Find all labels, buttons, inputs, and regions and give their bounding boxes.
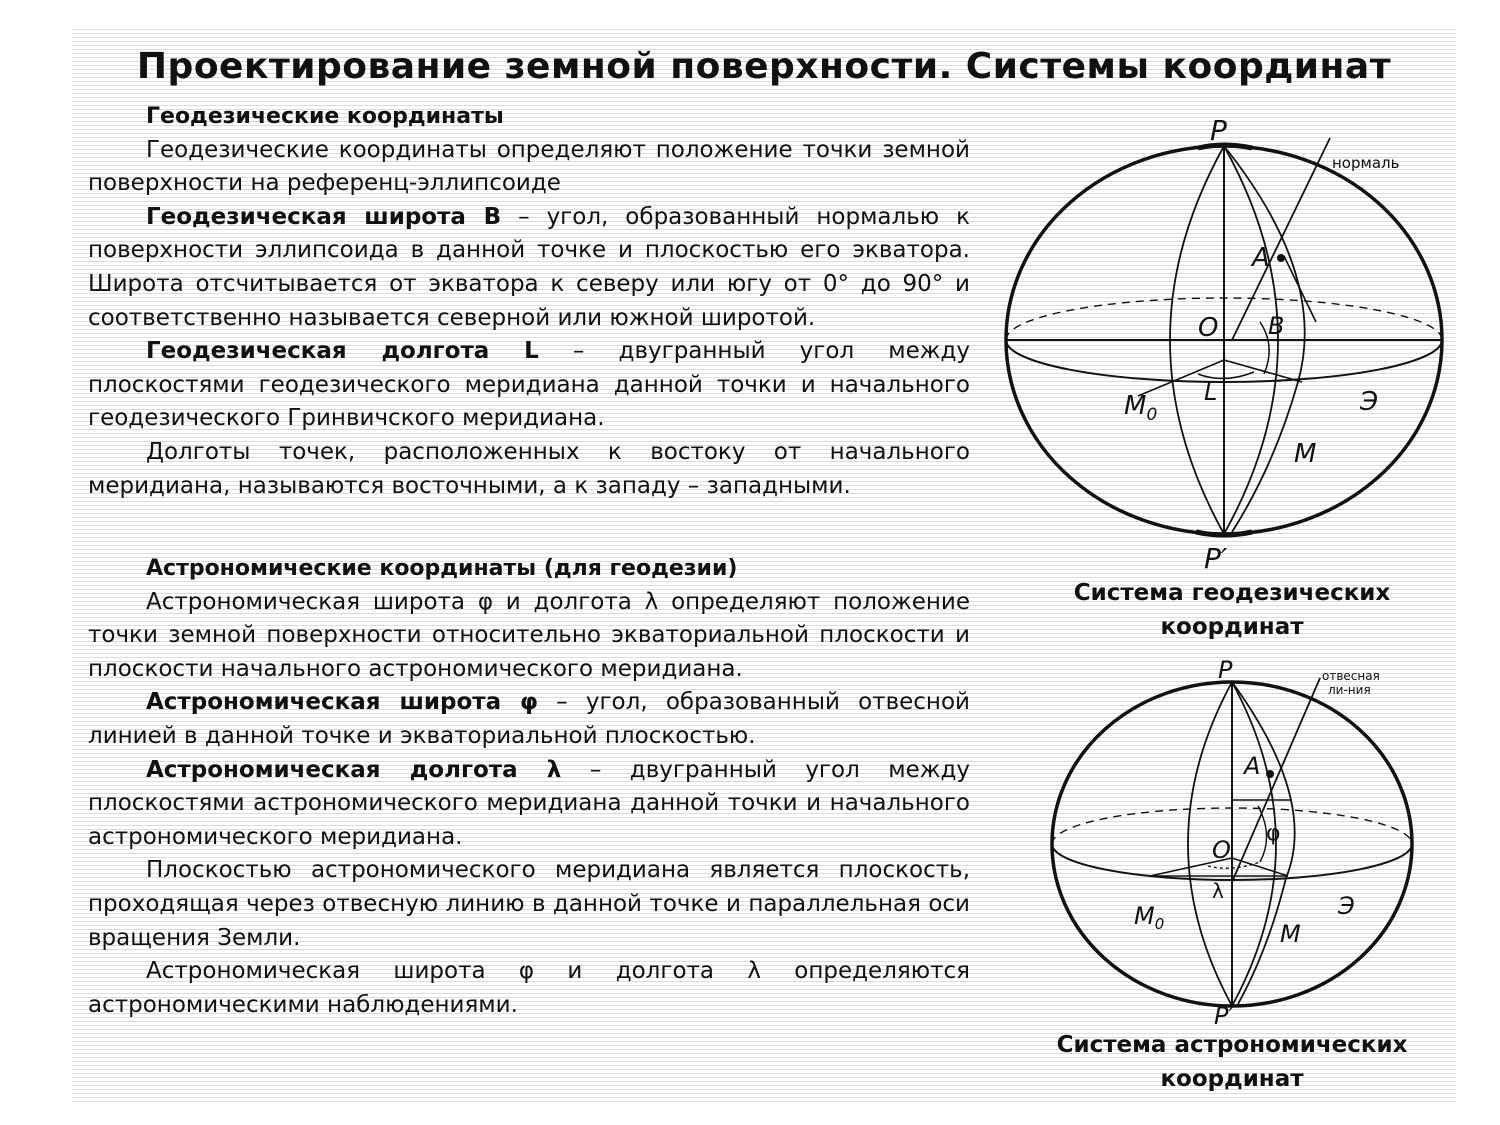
label-p-prime: P′ [1214, 1002, 1234, 1026]
label-a: A [1252, 243, 1270, 273]
label-o: O [1212, 836, 1231, 864]
geodetic-latitude-text: – угол, образованный нормалью к поверхности эллипсоида в данной точке и плоскостью его экватора. Широта отсчитывается от экватора к северу или югу от 0° до 90° и соответственно называется северной или южной широтой. [88, 203, 970, 331]
label-o: O [1198, 313, 1219, 343]
geodetic-longitude-term: Геодезическая долгота L [146, 338, 539, 365]
astronomic-latitude-paragraph [88, 686, 970, 753]
astronomic-longitude-term: Астрономическая долгота λ [146, 756, 562, 783]
label-b: B [1268, 312, 1285, 340]
label-m: M [1280, 920, 1301, 948]
normal-line [1232, 138, 1330, 340]
astronomic-latitude-term: Астрономическая широта φ [146, 689, 538, 716]
label-lambda: λ [1212, 879, 1224, 903]
astronomic-intro: Астрономическая широта φ и долгота λ определяют положение точки земной поверхности относительно экваториальной плоскости и плоскости начального астрономического меридиана. [88, 588, 970, 682]
label-e: Э [1338, 892, 1355, 920]
geodetic-intro: Геодезические координаты определяют положение точки земной поверхности на референц-эллипсоиде [88, 136, 970, 197]
point-meridian [1232, 682, 1295, 1004]
astronomic-observations: Астрономическая широта φ и долгота λ определяются астрономическими наблюдениями. [88, 958, 970, 1018]
geodetic-longitude-paragraph [88, 335, 970, 436]
page-title: Проектирование земной поверхности. Системы координат [136, 46, 1392, 87]
astronomic-section [88, 552, 970, 1022]
astronomic-longitude-paragraph [88, 754, 970, 855]
geodetic-diagram [998, 106, 1456, 576]
label-e: Э [1360, 387, 1379, 417]
point-a-marker [1266, 770, 1274, 778]
geodetic-latitude-paragraph [88, 201, 970, 335]
label-phi: φ [1266, 821, 1281, 846]
radius-to-m [1224, 360, 1302, 382]
label-normal: нормаль [1332, 154, 1400, 172]
astronomic-caption: Система астрономических координат [1056, 1032, 1408, 1092]
geodetic-east-west: Долготы точек, расположенных к востоку от начального меридиана, называются восточными, а к западу – западными. [88, 438, 970, 499]
label-m0: $M_0$ [1124, 391, 1158, 425]
label-m: M [1294, 439, 1317, 469]
astronomic-longitude-text: – двугранный угол между плоскостями астрономического меридиана данной точки и начального астрономического меридиана. [88, 756, 970, 850]
slide [72, 26, 1456, 1104]
label-a: A [1244, 752, 1261, 780]
astronomic-meridian-plane: Плоскостью астрономического меридиана является плоскость, проходящая через отвесную линию в данной точке и параллельная оси вращения Земли. [88, 857, 970, 951]
astronomic-heading: Астрономические координаты (для геодезии) [146, 556, 738, 581]
label-p: P [1218, 656, 1233, 684]
label-l: L [1204, 378, 1218, 406]
geodetic-longitude-text: – двугранный угол между плоскостями геодезического меридиана данной точки и начального геодезического Гринвичского меридиана. [88, 338, 970, 432]
label-m0: $M_0$ [1134, 902, 1165, 933]
label-p-prime: P′ [1204, 542, 1228, 575]
point-a-marker [1277, 254, 1285, 262]
label-plumb-1: отвесная [1322, 669, 1380, 683]
label-p: P [1210, 114, 1227, 147]
normal-extension [1284, 256, 1316, 322]
astronomic-diagram [1038, 650, 1438, 1026]
geodetic-section [88, 100, 970, 503]
geodetic-caption: Система геодезических координат [1073, 580, 1391, 640]
geodetic-latitude-term: Геодезическая широта B [146, 203, 502, 230]
geodetic-heading: Геодезические координаты [146, 104, 504, 129]
label-plumb-2: ли-ния [1328, 683, 1371, 697]
astronomic-latitude-text: – угол, образованный отвесной линией в данной точке и экваториальной плоскостью. [88, 689, 970, 749]
